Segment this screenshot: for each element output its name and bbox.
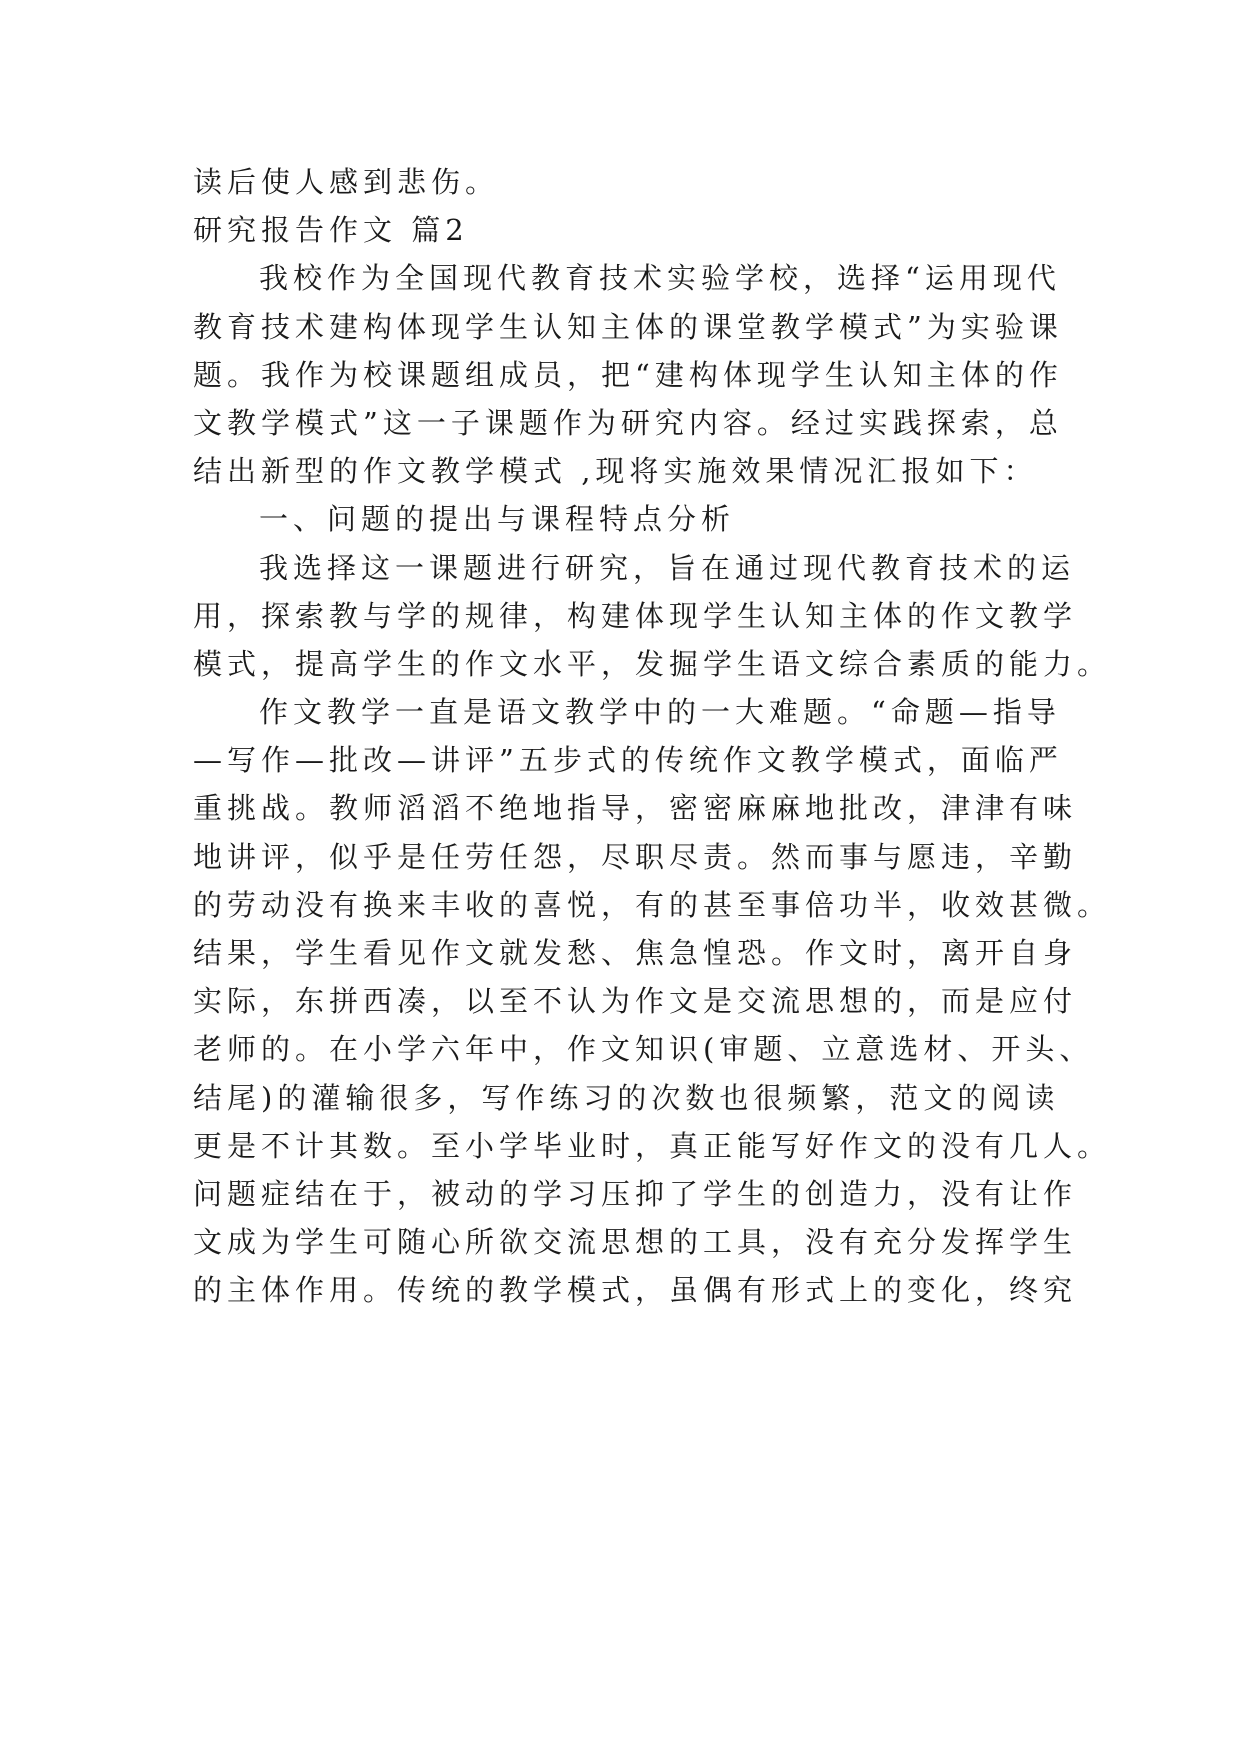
text-line: 结出新型的作文教学模式 ,现将实施效果情况汇报如下： [193, 454, 1038, 489]
text-line: 模式，提高学生的作文水平，发掘学生语文综合素质的能力。 [193, 646, 1112, 681]
text-line: 我选择这一课题进行研究，旨在通过现代教育技术的运 [259, 550, 1076, 585]
text-line: 文教学模式”这一子课题作为研究内容。经过实践探索，总 [193, 405, 1063, 440]
text-line: 作文教学一直是语文教学中的一大难题。“命题—指导 [259, 695, 1061, 730]
text-line: 更是不计其数。至小学毕业时，真正能写好作文的没有几人。 [193, 1128, 1112, 1163]
text-line: 我校作为全国现代教育技术实验学校，选择“运用现代 [259, 261, 1061, 296]
text-line: 的主体作用。传统的教学模式，虽偶有形式上的变化，终究 [193, 1273, 1078, 1308]
text-line: —写作—批改—讲评”五步式的传统作文教学模式，面临严 [193, 743, 1063, 778]
section-heading: 研究报告作文 篇2 [193, 213, 469, 248]
text-line: 文成为学生可随心所欲交流思想的工具，没有充分发挥学生 [193, 1225, 1078, 1260]
text-line: 实际，东拼西凑，以至不认为作文是交流思想的，而是应付 [193, 984, 1078, 1019]
text-line: 用，探索教与学的规律，构建体现学生认知主体的作文教学 [193, 598, 1078, 633]
text-line: 重挑战。教师滔滔不绝地指导，密密麻麻地批改，津津有味 [193, 791, 1078, 826]
text-line: 结果，学生看见作文就发愁、焦急惶恐。作文时，离开自身 [193, 936, 1078, 970]
subsection-heading: 一、问题的提出与课程特点分析 [259, 502, 736, 537]
text-line: 问题症结在于，被动的学习压抑了学生的创造力，没有让作 [193, 1176, 1078, 1211]
text-line: 地讲评，似乎是任劳任怨，尽职尽责。然而事与愿违，辛勤 [193, 839, 1078, 874]
text-line: 结尾)的灌输很多，写作练习的次数也很频繁，范文的阅读 [193, 1080, 1060, 1115]
text-line: 读后使人感到悲伤。 [193, 165, 500, 199]
text-line: 教育技术建构体现学生认知主体的课堂教学模式”为实验课 [193, 309, 1063, 344]
text-line: 老师的。在小学六年中，作文知识(审题、立意选材、开头、 [193, 1032, 1094, 1067]
document-body [193, 158, 1112, 1315]
text-line: 题。我作为校课题组成员，把“建构体现学生认知主体的作 [193, 357, 1063, 392]
text-line: 的劳动没有换来丰收的喜悦，有的甚至事倍功半，收效甚微。 [193, 887, 1112, 922]
